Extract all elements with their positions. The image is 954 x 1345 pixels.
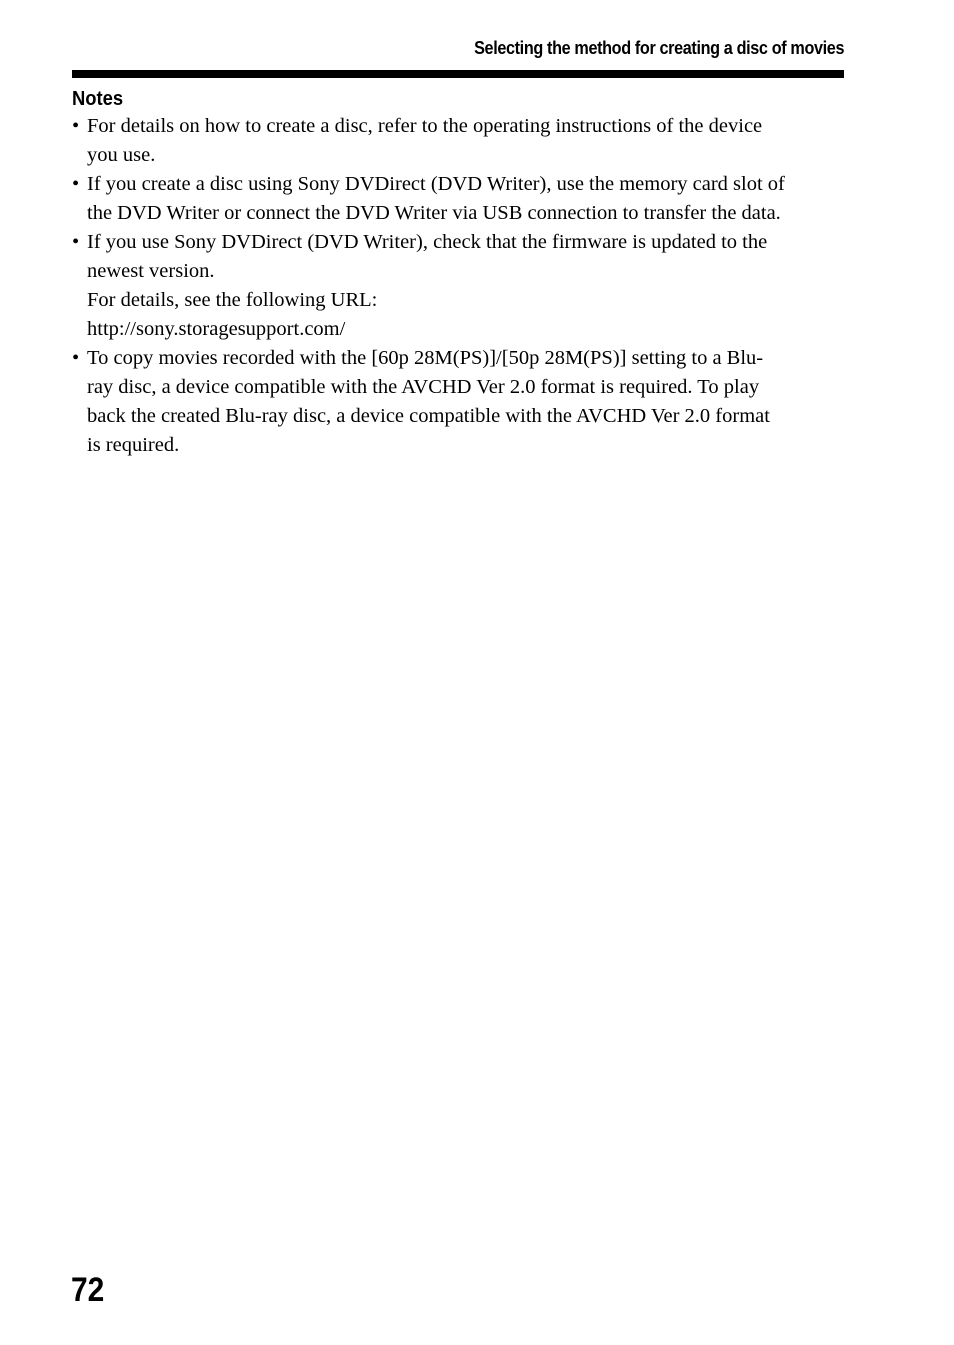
bullet-icon: • — [72, 231, 80, 253]
note-line: If you create a disc using Sony DVDirect (DVD Writer), use the memory card slot of — [87, 173, 785, 195]
note-line: For details, see the following URL: — [87, 289, 378, 311]
bullet-icon: • — [72, 173, 80, 195]
note-line: For details on how to create a disc, refer to the operating instructions of the device — [87, 115, 763, 137]
running-header-title: Selecting the method for creating a disc of movies — [474, 38, 844, 58]
note-item — [72, 170, 848, 228]
notes-heading: Notes — [72, 88, 124, 110]
note-line: If you use Sony DVDirect (DVD Writer), check that the firmware is updated to the — [87, 231, 768, 253]
header-rule — [72, 70, 844, 78]
note-line: the DVD Writer or connect the DVD Writer via USB connection to transfer the data. — [87, 202, 781, 224]
note-line: you use. — [87, 144, 156, 166]
note-line: newest version. — [87, 260, 215, 282]
bullet-icon: • — [72, 347, 80, 369]
bullet-icon: • — [72, 115, 80, 137]
note-line: ray disc, a device compatible with the AVCHD Ver 2.0 format is required. To play — [87, 376, 760, 398]
note-item — [72, 228, 848, 344]
note-line: is required. — [87, 434, 180, 456]
note-line: back the created Blu-ray disc, a device compatible with the AVCHD Ver 2.0 format — [87, 405, 770, 427]
page-number: 72 — [71, 1271, 105, 1309]
note-line: To copy movies recorded with the [60p 28M(PS)]/[50p 28M(PS)] setting to a Blu- — [87, 347, 764, 369]
support-url: http://sony.storagesupport.com/ — [87, 318, 346, 340]
note-item — [72, 344, 848, 460]
note-item — [72, 112, 848, 170]
notes-list — [72, 112, 848, 460]
